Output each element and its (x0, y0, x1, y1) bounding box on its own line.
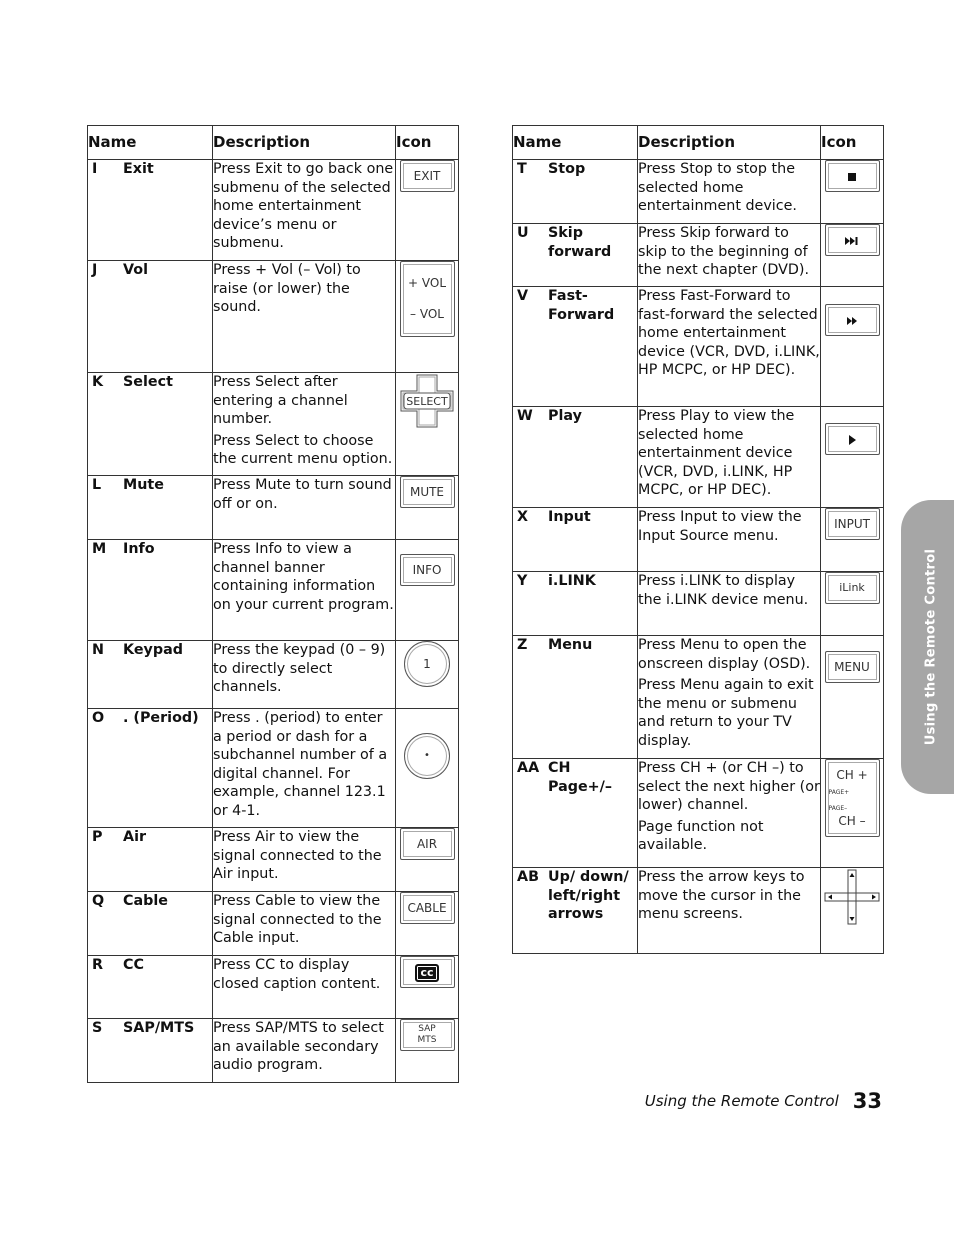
table-row (88, 373, 459, 476)
footer-title: Using the Remote Control (644, 1092, 839, 1110)
select-button-icon (399, 373, 455, 429)
table-row (513, 759, 884, 868)
table-row (88, 160, 459, 261)
air-button-icon: AIR (400, 828, 455, 860)
row-description: Press Mute to turn sound off or on. (213, 477, 392, 512)
vol-rocker-icon (400, 261, 455, 337)
row-name: CH Page+/– (548, 760, 613, 795)
table-row (513, 636, 884, 759)
header-name: Name (513, 126, 638, 160)
table-row (513, 407, 884, 508)
row-description: Press Info to view a channel banner containing information on your current program. (213, 541, 394, 613)
period-button-icon: • (404, 733, 450, 779)
row-description: Press the keypad (0 – 9) to directly select channels. (213, 642, 386, 696)
row-letter: Q (92, 893, 105, 909)
play-icon (825, 423, 880, 455)
row-description: Press Skip forward to skip to the beginning of the next chapter (DVD). (638, 225, 810, 279)
ch-minus-label: CH – (838, 814, 866, 828)
row-name: SAP/MTS (123, 1020, 195, 1036)
row-letter: N (92, 642, 104, 658)
row-name: Select (123, 374, 173, 390)
row-name: Air (123, 829, 147, 845)
row-letter: I (92, 161, 98, 177)
table-row (88, 956, 459, 1019)
table-row (513, 508, 884, 572)
row-name: i.LINK (548, 573, 596, 589)
row-letter: V (517, 288, 529, 304)
table-row (513, 224, 884, 287)
row-name: Mute (123, 477, 164, 493)
row-description: Press Menu to open the onscreen display (OSD). (638, 637, 811, 672)
cc-button-icon (400, 956, 455, 988)
row-letter: U (517, 225, 529, 241)
row-letter: AA (517, 760, 540, 776)
exit-button-icon: EXIT (400, 160, 455, 192)
row-description: Press Input to view the Input Source menu. (638, 509, 802, 544)
section-side-tab (901, 500, 954, 794)
ch-plus-label: CH + (836, 768, 868, 782)
table-row (88, 709, 459, 828)
mute-button-icon: MUTE (400, 476, 455, 508)
ilink-button-icon: iLink (825, 572, 880, 604)
menu-button-icon: MENU (825, 651, 880, 683)
mts-label: MTS (417, 1035, 437, 1045)
row-description: Press CH + (or CH –) to select the next higher (or lower) channel. (638, 760, 820, 814)
table-header (88, 126, 459, 160)
row-name: Vol (123, 262, 149, 278)
row-letter: R (92, 957, 104, 973)
info-button-icon: INFO (400, 554, 455, 586)
row-name: Cable (123, 893, 168, 909)
cc-logo-icon: cc (415, 964, 438, 982)
row-letter: O (92, 710, 105, 726)
right-remote-table (512, 125, 884, 954)
header-icon: Icon (396, 126, 459, 160)
left-remote-table (87, 125, 459, 1083)
stop-icon (825, 160, 880, 192)
select-label: SELECT (406, 395, 448, 408)
cable-button-icon: CABLE (400, 892, 455, 924)
side-tab-label: Using the Remote Control (923, 548, 939, 746)
row-letter: Y (517, 573, 528, 589)
row-name: Keypad (123, 642, 183, 658)
table-row (88, 1019, 459, 1083)
row-description: Press the arrow keys to move the cursor in the menu screens. (638, 869, 805, 923)
row-letter: M (92, 541, 107, 557)
page-plus-label: PAGE+ (828, 789, 850, 796)
table-row (88, 540, 459, 641)
row-name: Up/ down/ left/right arrows (548, 869, 629, 923)
row-description: Press Air to view the signal connected to the Air input. (213, 829, 382, 883)
keypad-button-icon: 1 (404, 641, 450, 687)
row-name: Menu (548, 637, 593, 653)
table-row (88, 828, 459, 892)
vol-minus-label: – VOL (410, 307, 444, 321)
arrows-icon (823, 868, 881, 926)
row-description: Press . (period) to enter a period or dash for a subchannel number of a digital channel. For example, channel 123.1 or 4-1. (213, 710, 388, 819)
input-button-icon: INPUT (825, 508, 880, 540)
page-footer (600, 1089, 882, 1113)
row-description: Press CC to display closed caption content. (213, 957, 381, 992)
row-description: Press Select after entering a channel number. (213, 374, 348, 428)
sap-label: SAP (418, 1024, 436, 1034)
table-row (513, 160, 884, 224)
sap-mts-button-icon (400, 1019, 455, 1051)
row-name: CC (123, 957, 144, 973)
row-description: Press i.LINK to display the i.LINK device menu. (638, 573, 809, 608)
row-name: Info (123, 541, 155, 557)
row-letter: X (517, 509, 529, 525)
vol-plus-label: + VOL (408, 276, 446, 290)
page-minus-label: PAGE– (828, 805, 848, 812)
fast-forward-icon (825, 304, 880, 336)
header-icon: Icon (821, 126, 884, 160)
table-row (513, 868, 884, 954)
table-row (88, 261, 459, 373)
row-letter: L (92, 477, 102, 493)
row-name: Play (548, 408, 582, 424)
header-name: Name (88, 126, 213, 160)
header-description: Description (213, 126, 396, 160)
row-name: . (Period) (123, 710, 199, 726)
row-description: Press Cable to view the signal connected to the Cable input. (213, 893, 382, 947)
row-letter: Z (517, 637, 528, 653)
row-name: Input (548, 509, 591, 525)
row-description: Press Menu again to exit the menu or submenu and return to your TV display. (638, 677, 814, 749)
row-letter: K (92, 374, 104, 390)
row-name: Exit (123, 161, 154, 177)
table-row (88, 476, 459, 540)
row-description: Press + Vol (– Vol) to raise (or lower) the sound. (213, 262, 361, 316)
row-letter: S (92, 1020, 103, 1036)
row-description: Page function not available. (638, 818, 764, 854)
row-description: Press Fast-Forward to fast-forward the selected home entertainment device (VCR, DVD, i.LINK, HP MCPC, or HP DEC). (638, 288, 820, 379)
page-number: 33 (852, 1089, 882, 1113)
row-name: Fast-Forward (548, 288, 615, 323)
table-header (513, 126, 884, 160)
row-description: Press SAP/MTS to select an available secondary audio program. (213, 1020, 384, 1074)
row-description: Press Exit to go back one submenu of the selected home entertainment device’s menu or submenu. (213, 161, 394, 252)
row-letter: P (92, 829, 103, 845)
row-description: Press Play to view the selected home entertainment device (VCR, DVD, i.LINK, HP MCPC, or HP DEC). (638, 408, 795, 499)
row-letter: W (517, 408, 533, 424)
row-name: Skip forward (548, 225, 612, 260)
table-row (513, 572, 884, 636)
table-row (88, 892, 459, 956)
row-letter: T (517, 161, 527, 177)
row-description: Press Stop to stop the selected home entertainment device. (638, 161, 797, 215)
ch-page-rocker-icon (825, 759, 880, 837)
row-letter: AB (517, 869, 539, 885)
table-row (513, 287, 884, 407)
row-description: Press Select to choose the current menu option. (213, 432, 393, 468)
skip-forward-icon (825, 224, 880, 256)
table-row (88, 641, 459, 709)
row-letter: J (92, 262, 98, 278)
header-description: Description (638, 126, 821, 160)
row-name: Stop (548, 161, 586, 177)
